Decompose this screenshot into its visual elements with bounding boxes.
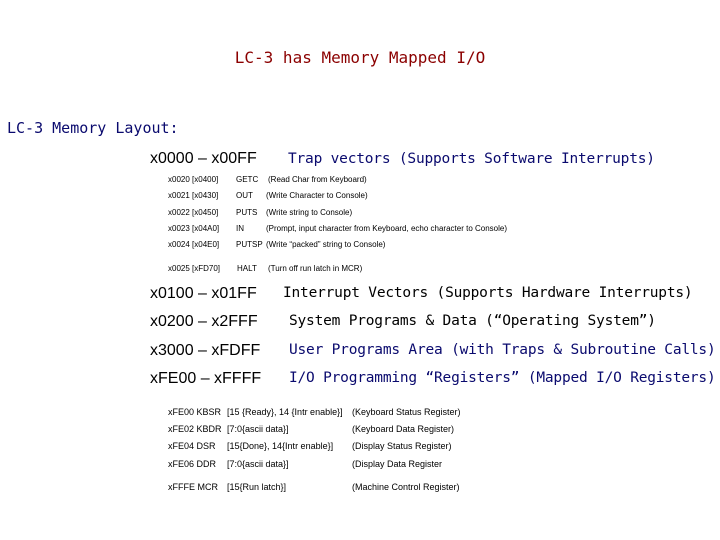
trap-vector-desc: (Write string to Console) <box>266 208 353 217</box>
trap-vector-desc: (Write Character to Console) <box>266 191 368 200</box>
trap-vector-name: HALT <box>237 264 257 273</box>
memory-range: x0100 – x01FF <box>150 285 257 302</box>
trap-range-desc: Trap vectors (Supports Software Interrupts) <box>288 151 655 167</box>
trap-vector-addr: x0025 [xFD70] <box>168 264 221 273</box>
io-register-bits: [15{Run latch}] <box>227 482 287 492</box>
trap-vector-name: PUTSP <box>236 240 263 249</box>
memory-range: xFE00 – xFFFF <box>150 370 262 387</box>
trap-vector-name: IN <box>236 224 244 233</box>
memory-layout-heading: LC-3 Memory Layout: <box>7 119 179 137</box>
io-register-desc: (Machine Control Register) <box>352 482 460 492</box>
io-register-bits: [15{Done}, 14{Intr enable}] <box>227 441 334 451</box>
page-title: LC-3 has Memory Mapped I/O <box>234 48 486 67</box>
memory-range-desc: System Programs & Data (“Operating System”) <box>289 313 656 329</box>
io-register-desc: (Keyboard Status Register) <box>352 407 461 417</box>
trap-vector-addr: x0023 [x04A0] <box>168 224 220 233</box>
trap-vector-name: GETC <box>236 175 259 184</box>
trap-vector-desc: (Prompt, input character from Keyboard, echo character to Console) <box>266 224 507 233</box>
io-register-name: xFE04 DSR <box>168 441 216 451</box>
trap-vector-name: PUTS <box>236 208 258 217</box>
io-register-bits: [7:0{ascii data}] <box>227 424 289 434</box>
trap-vector-desc: (Turn off run latch in MCR) <box>268 264 363 273</box>
io-register-name: xFE00 KBSR <box>168 407 222 417</box>
trap-vector-addr: x0024 [x04E0] <box>168 240 220 249</box>
memory-range-desc: User Programs Area (with Traps & Subroutine Calls) <box>289 342 716 358</box>
io-register-bits: [7:0{ascii data}] <box>227 459 289 469</box>
io-register-name: xFFFE MCR <box>168 482 218 492</box>
io-register-bits: [15 {Ready}, 14 {Intr enable}] <box>227 407 343 417</box>
io-register-name: xFE02 KBDR <box>168 424 222 434</box>
io-register-desc: (Keyboard Data Register) <box>352 424 455 434</box>
memory-range: x3000 – xFDFF <box>150 342 261 359</box>
trap-vector-addr: x0020 [x0400] <box>168 175 219 184</box>
trap-vector-addr: x0021 [x0430] <box>168 191 219 200</box>
trap-vector-desc: (Write “packed” string to Console) <box>266 240 386 249</box>
trap-range: x0000 – x00FF <box>150 150 257 167</box>
io-register-name: xFE06 DDR <box>168 459 217 469</box>
memory-range-desc: I/O Programming “Registers” (Mapped I/O Registers) <box>289 370 716 386</box>
memory-range-desc: Interrupt Vectors (Supports Hardware Interrupts) <box>283 285 693 301</box>
trap-vector-addr: x0022 [x0450] <box>168 208 219 217</box>
trap-vector-desc: (Read Char from Keyboard) <box>268 175 367 184</box>
io-register-desc: (Display Data Register <box>352 459 443 469</box>
trap-vector-name: OUT <box>236 191 253 200</box>
io-register-desc: (Display Status Register) <box>352 441 452 451</box>
memory-range: x0200 – x2FFF <box>150 313 258 330</box>
